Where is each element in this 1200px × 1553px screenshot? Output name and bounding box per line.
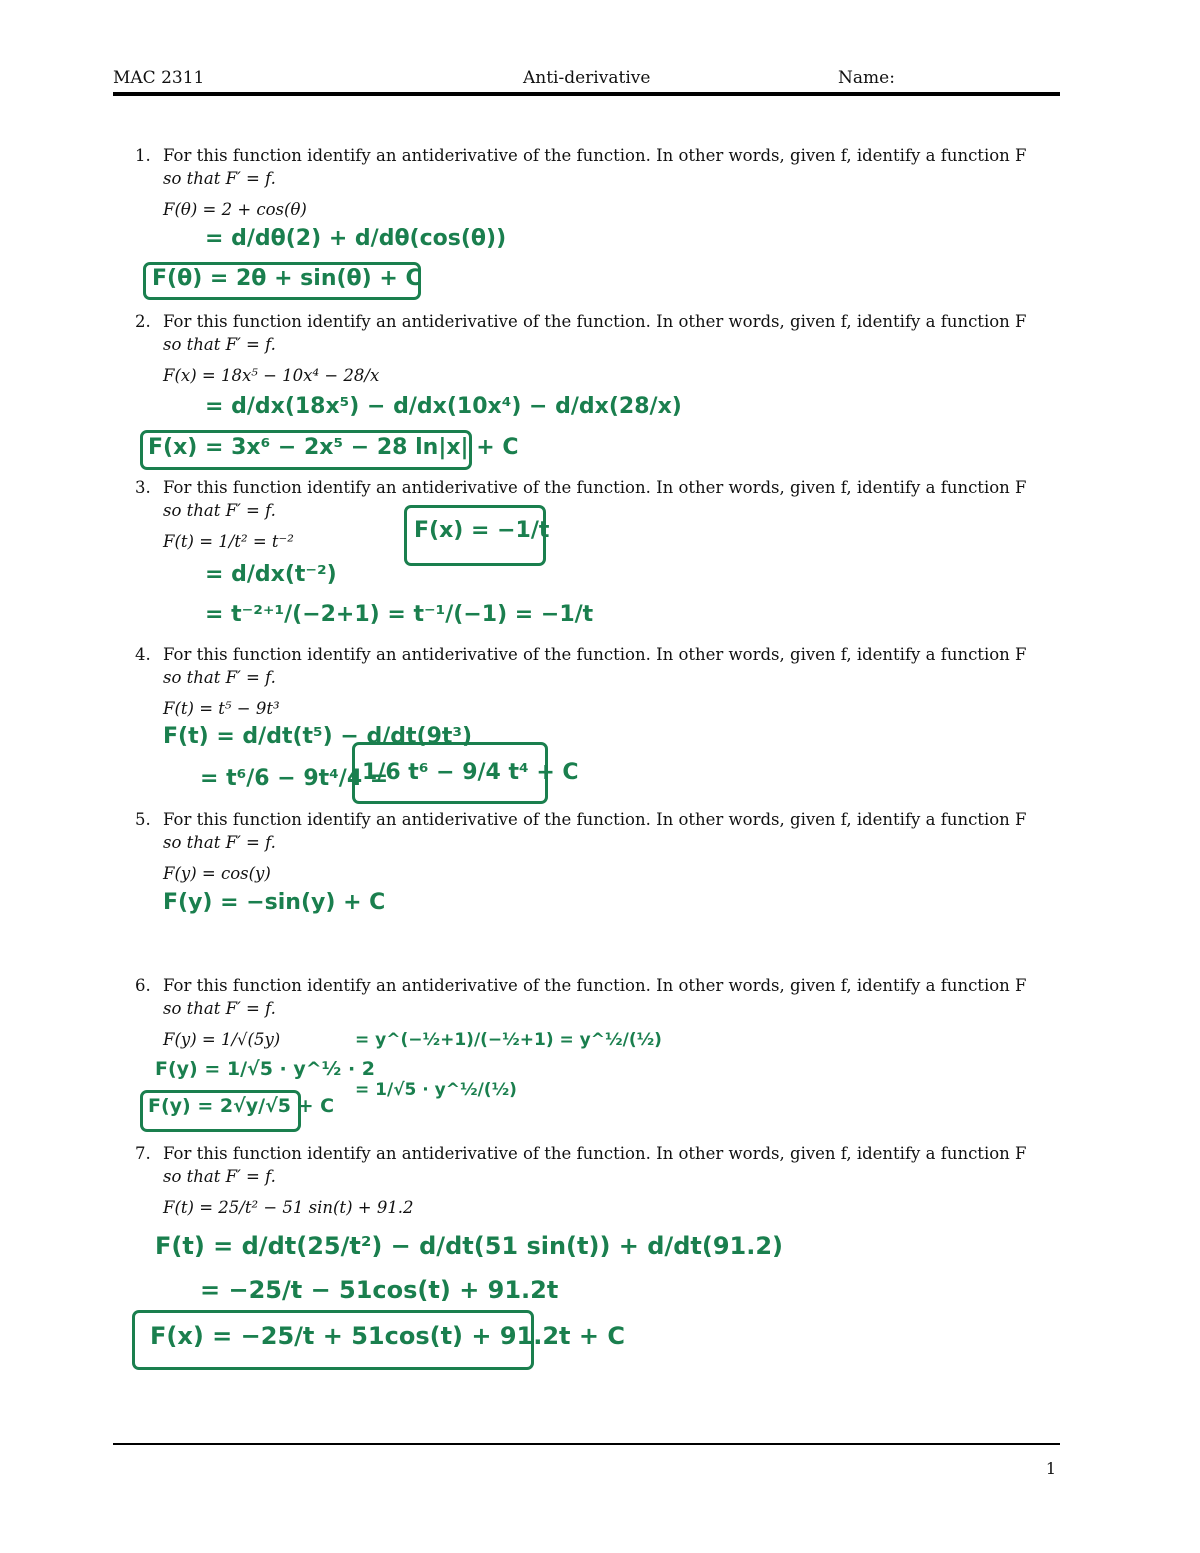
instruction-text: For this function identify an antiderivative of the function. In other words, given f, identify a function F <box>163 645 1027 664</box>
instruction-text: so that F′ = f. <box>163 1167 276 1186</box>
instruction-text: For this function identify an antiderivative of the function. In other words, given f, identify a function F <box>163 810 1027 829</box>
handwritten-work: = y^(−½+1)/(−½+1) = y^½/(½) <box>355 1030 662 1050</box>
handwritten-answer: 1/6 t⁶ − 9/4 t⁴ + C <box>362 760 579 785</box>
handwritten-work: = −25/t − 51cos(t) + 91.2t <box>200 1276 559 1304</box>
handwritten-work: F(t) = d/dt(t⁵) − d/dt(9t³) <box>163 724 473 749</box>
handwritten-work: = d/dθ(2) + d/dθ(cos(θ)) <box>205 226 507 251</box>
instruction-text: For this function identify an antiderivative of the function. In other words, given f, identify a function F <box>163 976 1027 995</box>
handwritten-answer: F(x) = −25/t + 51cos(t) + 91.2t + C <box>150 1322 625 1350</box>
given-function: F(y) = 1/√(5y) <box>163 1030 281 1049</box>
given-function: F(y) = cos(y) <box>163 864 271 883</box>
instruction-text: For this function identify an antiderivative of the function. In other words, given f, identify a function F <box>163 146 1027 165</box>
instruction-text: so that F′ = f. <box>163 169 276 188</box>
given-function: F(t) = 25/t² − 51 sin(t) + 91.2 <box>163 1198 414 1217</box>
problem-number: 6. <box>135 976 151 995</box>
given-function: F(t) = t⁵ − 9t³ <box>163 699 280 718</box>
handwritten-work: = t⁻²⁺¹/(−2+1) = t⁻¹/(−1) = −1/t <box>205 602 594 627</box>
given-function: F(x) = 18x⁵ − 10x⁴ − 28/x <box>163 366 380 385</box>
handwritten-answer: F(x) = −1/t <box>414 518 550 543</box>
handwritten-work: = 1/√5 · y^½/(½) <box>355 1080 517 1100</box>
handwritten-work: = d/dx(t⁻²) <box>205 562 337 587</box>
instruction-text: so that F′ = f. <box>163 335 276 354</box>
page-number: 1 <box>1045 1459 1056 1478</box>
handwritten-answer: F(y) = −sin(y) + C <box>163 890 386 915</box>
given-function: F(θ) = 2 + cos(θ) <box>163 200 307 219</box>
problem-number: 2. <box>135 312 151 331</box>
handwritten-answer: F(x) = 3x⁶ − 2x⁵ − 28 ln|x| + C <box>148 435 519 460</box>
header-rule <box>113 92 1060 96</box>
problem-number: 4. <box>135 645 151 664</box>
problem-number: 3. <box>135 478 151 497</box>
instruction-text: so that F′ = f. <box>163 668 276 687</box>
problem-number: 5. <box>135 810 151 829</box>
problem-number: 1. <box>135 146 151 165</box>
worksheet-topic: Anti-derivative <box>523 68 651 88</box>
handwritten-work: F(y) = 1/√5 · y^½ · 2 <box>155 1058 376 1080</box>
footer-rule <box>113 1443 1060 1445</box>
instruction-text: For this function identify an antiderivative of the function. In other words, given f, identify a function F <box>163 312 1027 331</box>
instruction-text: so that F′ = f. <box>163 833 276 852</box>
handwritten-answer: F(θ) = 2θ + sin(θ) + C <box>152 266 422 291</box>
handwritten-work: F(t) = d/dt(25/t²) − d/dt(51 sin(t)) + d/dt(91.2) <box>155 1232 783 1260</box>
handwritten-work: = d/dx(18x⁵) − d/dx(10x⁴) − d/dx(28/x) <box>205 394 682 419</box>
handwritten-answer: F(y) = 2√y/√5 + C <box>148 1095 335 1117</box>
instruction-text: For this function identify an antiderivative of the function. In other words, given f, identify a function F <box>163 1144 1027 1163</box>
problem-number: 7. <box>135 1144 151 1163</box>
course-code: MAC 2311 <box>113 68 205 88</box>
handwritten-work: = t⁶/6 − 9t⁴/4 = <box>200 766 389 791</box>
instruction-text: so that F′ = f. <box>163 501 276 520</box>
given-function: F(t) = 1/t² = t⁻² <box>163 532 294 551</box>
instruction-text: For this function identify an antiderivative of the function. In other words, given f, identify a function F <box>163 478 1027 497</box>
instruction-text: so that F′ = f. <box>163 999 276 1018</box>
name-label: Name: <box>838 68 895 88</box>
